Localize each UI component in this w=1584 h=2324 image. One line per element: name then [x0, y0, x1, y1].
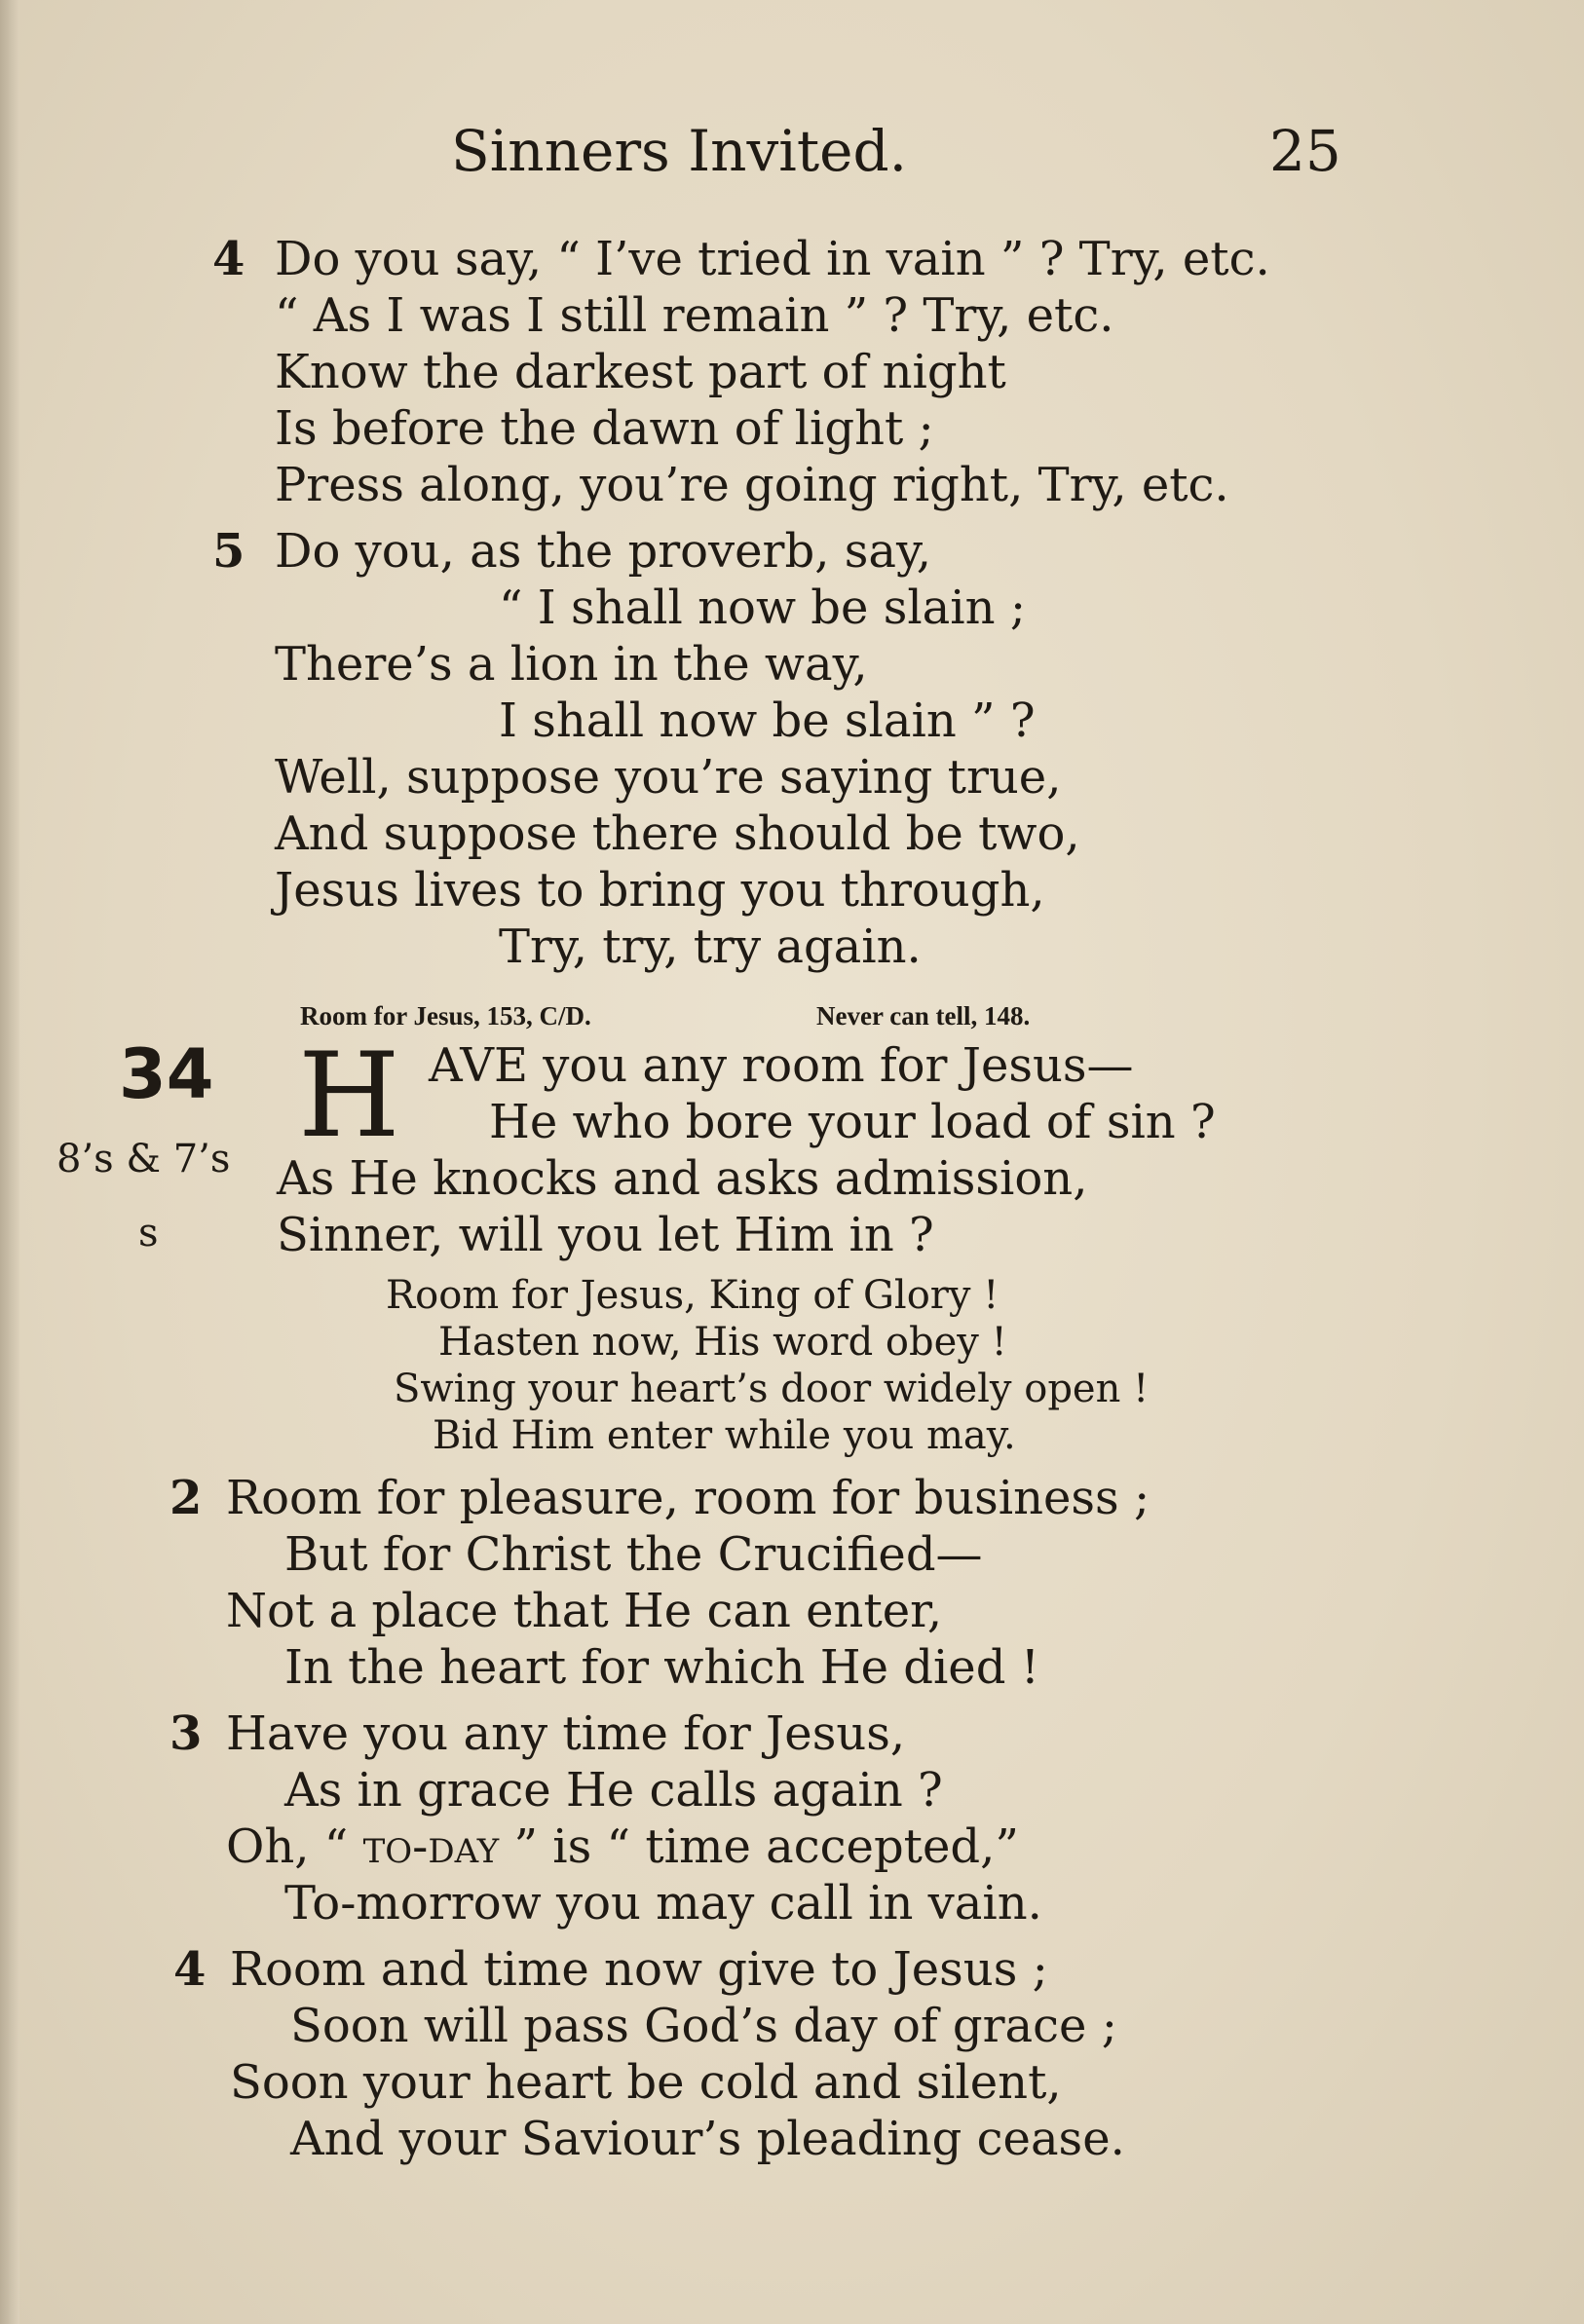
- verse-line: There’s a lion in the way,: [275, 637, 868, 692]
- verse-line: Sinner, will you let Him in ?: [277, 1208, 934, 1262]
- chorus-line: Bid Him enter while you may.: [433, 1413, 1016, 1458]
- verse-line: Do you, as the proverb, say,: [275, 524, 931, 579]
- verse-line: I shall now be slain ” ?: [499, 693, 1036, 748]
- verse-line: AVE you any room for Jesus—: [429, 1038, 1134, 1093]
- verse-line: [226, 1819, 1019, 1874]
- verse-line: Is before the dawn of light ;: [275, 401, 934, 456]
- page-number: 25: [1269, 118, 1341, 184]
- verse-number: 2: [170, 1471, 203, 1525]
- verse-line: As in grace He calls again ?: [284, 1763, 943, 1818]
- verse-line: In the heart for which He died !: [284, 1640, 1039, 1695]
- verse-line-part: Oh, “: [226, 1819, 363, 1874]
- verse-line: Room for pleasure, room for business ;: [226, 1471, 1150, 1525]
- hymn-meter-sub: s: [138, 1211, 159, 1256]
- verse-line: Know the darkest part of night: [275, 345, 1006, 399]
- verse-line: To-morrow you may call in vain.: [284, 1876, 1042, 1930]
- verse-line: He who bore your load of sin ?: [489, 1095, 1216, 1149]
- verse-line: And suppose there should be two,: [275, 806, 1080, 861]
- small-caps-word: to-day: [362, 1819, 500, 1874]
- verse-line: “ I shall now be slain ;: [499, 581, 1026, 635]
- verse-line: Soon your heart be cold and silent,: [230, 2055, 1062, 2110]
- verse-line: But for Christ the Crucified—: [284, 1527, 983, 1582]
- verse-line: Press along, you’re going right, Try, etc.: [275, 458, 1229, 512]
- verse-number: 3: [170, 1706, 203, 1761]
- verse-line: Have you any time for Jesus,: [226, 1706, 906, 1761]
- hymn-meter: 8’s & 7’s: [57, 1137, 231, 1181]
- drop-cap: H: [298, 1029, 400, 1164]
- verse-line: As He knocks and asks admission,: [277, 1151, 1088, 1206]
- verse-number: 5: [212, 524, 245, 579]
- verse-line: “ As I was I still remain ” ? Try, etc.: [275, 288, 1114, 343]
- verse-number: 4: [173, 1942, 207, 1997]
- chorus-line: Room for Jesus, King of Glory !: [386, 1273, 999, 1318]
- tune-reference: Room for Jesus, 153, C/D.: [300, 1001, 591, 1031]
- verse-line: Jesus lives to bring you through,: [275, 863, 1045, 918]
- verse-line: Well, suppose you’re saying true,: [275, 750, 1062, 805]
- verse-line: Not a place that He can enter,: [226, 1584, 943, 1638]
- verse-line: Do you say, “ I’ve tried in vain ” ? Try, etc.: [275, 232, 1270, 286]
- chorus-line: Hasten now, His word obey !: [438, 1320, 1007, 1365]
- verse-line: Room and time now give to Jesus ;: [230, 1942, 1048, 1997]
- chorus-line: Swing your heart’s door widely open !: [394, 1367, 1150, 1411]
- hymn-number: 34: [119, 1034, 214, 1114]
- verse-number: 4: [212, 232, 245, 286]
- page-title: Sinners Invited.: [451, 118, 908, 184]
- tune-reference: Never can tell, 148.: [816, 1001, 1031, 1031]
- verse-line: Soon will pass God’s day of grace ;: [290, 1999, 1117, 2053]
- verse-line: And your Saviour’s pleading cease.: [290, 2112, 1125, 2166]
- verse-line-part: ” is “ time accepted,”: [499, 1819, 1019, 1874]
- page-edge: [0, 0, 19, 2324]
- verse-line: Try, try, try again.: [499, 919, 922, 974]
